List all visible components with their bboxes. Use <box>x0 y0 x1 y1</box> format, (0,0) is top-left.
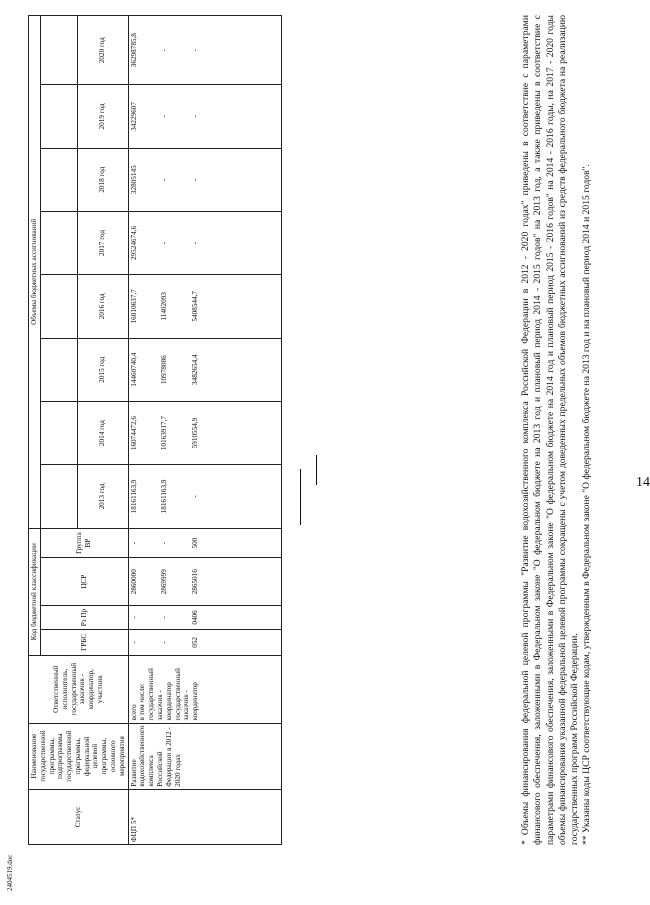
header-spacer <box>40 465 77 528</box>
cell-rzpr <box>128 606 281 630</box>
value-line: - <box>160 541 169 545</box>
cell-status: ФЦП 5* <box>128 789 281 844</box>
value-line: - <box>129 541 138 545</box>
value-line: 32805145 <box>129 165 138 195</box>
header-status: Статус <box>29 789 129 844</box>
footnote: * Объемы финансирования федеральной целевой программы "Развитие водохозяйственного комплекса Российской Федерации в 2012 - 2020 годах" приведены в соответствие с параметрами финансового обеспечения, заложенными в Федеральном законе "О федеральном бюджете на 2013 год и плановый период 2014 - 2015 годов" на 2013 год, а также приведены в соответствие с параметрами финансового обеспечения, заложенными в Федеральном законе "О федеральном бюджете на 2014 год и плановый период 2015 - 2016 годов" на 2014 - 2016 годы, на 2017 - 2020 годы объемы финансирования указанной федеральной целевой программы сокращены с учетом доведенных предельных объемов бюджетных ассигнований из средств федерального бюджета на реализацию государственных программ Российской Федерации. <box>520 15 581 845</box>
value-line: 18161163,9 <box>129 479 138 514</box>
header-year: 2017 год <box>77 211 128 274</box>
cell-year-2017 <box>128 211 281 274</box>
header-spacer <box>40 211 77 274</box>
document-id: 2404519.doc <box>6 854 14 891</box>
header-spacer <box>40 148 77 211</box>
footnote: ** Указаны коды ЦСР соответствующие кодам, утвержденным в Федеральном законе "О федеральном бюджете на 2013 год и на плановый период 2014 и 2015 годов". <box>581 164 593 845</box>
executor-line: государственный заказчик - координатор <box>173 668 200 721</box>
cell-year-2013 <box>128 465 281 528</box>
header-year: 2013 год <box>77 465 128 528</box>
value-line: - <box>191 241 200 245</box>
value-line: 18161163,9 <box>160 479 169 514</box>
cell-program-name: Развитие водохозяйственного комплекса Российской Федерации в 2012 - 2020 годах <box>128 723 281 789</box>
header-spacer <box>40 16 77 85</box>
separator-line <box>316 455 317 485</box>
value-line: 5910554,9 <box>191 417 200 449</box>
header-executor: Ответственный исполнитель, государственный заказчик - координатор, участник <box>29 655 129 723</box>
budget-table <box>28 15 282 845</box>
value-line: 10978086 <box>160 355 169 385</box>
value-line: - <box>160 616 169 619</box>
table-row <box>128 16 281 845</box>
value-line: 500 <box>191 537 200 549</box>
value-line: 2860000 <box>129 569 138 595</box>
value-line: 14460740,4 <box>129 352 138 387</box>
value-line: - <box>191 48 200 52</box>
header-grbs: ГРБС <box>40 629 128 655</box>
header-rzpr: Рз Пр <box>40 606 128 630</box>
footnotes <box>520 15 594 845</box>
header-year: 2014 год <box>77 401 128 464</box>
value-line: 16810637,7 <box>129 289 138 324</box>
value-line: 11402093 <box>160 292 169 321</box>
header-year: 2020 год <box>77 16 128 85</box>
cell-year-2019 <box>128 85 281 148</box>
header-csr: ЦСР <box>40 558 128 606</box>
cell-csr <box>128 558 281 606</box>
cell-vr <box>128 528 281 558</box>
header-budget-code: Код бюджетной классификации <box>29 528 41 655</box>
header-year: 2018 год <box>77 148 128 211</box>
cell-year-2018 <box>128 148 281 211</box>
value-line: 29524674,6 <box>129 225 138 261</box>
executor-line: всего <box>129 704 138 721</box>
cell-year-2016 <box>128 275 281 338</box>
value-line: - <box>160 178 169 181</box>
value-line: 0406 <box>191 610 200 625</box>
page-number: 14 <box>636 475 650 490</box>
header-spacer <box>40 401 77 464</box>
value-line: - <box>191 115 200 118</box>
value-line: - <box>191 495 200 498</box>
value-line: 052 <box>191 636 200 648</box>
executor-line: в том числе: государственный заказчик - координатор <box>138 668 173 721</box>
value-line: 5408544,7 <box>191 291 200 322</box>
header-spacer <box>40 275 77 338</box>
cell-year-2014 <box>128 401 281 464</box>
value-line: - <box>129 641 138 644</box>
header-year: 2016 год <box>77 275 128 338</box>
value-line: - <box>160 241 169 245</box>
header-spacer <box>40 85 77 148</box>
header-volumes: Объемы бюджетных ассигнований <box>29 16 41 529</box>
header-year: 2015 год <box>77 338 128 401</box>
cell-year-2015 <box>128 338 281 401</box>
value-line: - <box>160 115 169 118</box>
value-line: - <box>160 48 169 52</box>
header-spacer <box>40 338 77 401</box>
value-line: 2869999 <box>160 569 169 595</box>
header-year: 2019 год <box>77 85 128 148</box>
cell-executor <box>128 655 281 723</box>
header-row-1 <box>29 16 41 845</box>
cell-grbs <box>128 629 281 655</box>
value-line: - <box>129 616 138 619</box>
value-line: 16074472,6 <box>129 415 138 451</box>
header-vr: Группа ВР <box>40 528 128 558</box>
value-line: - <box>191 178 200 181</box>
value-line: 34229607 <box>129 102 138 131</box>
cell-year-2020 <box>128 16 281 85</box>
value-line: 36298785,8 <box>129 33 138 68</box>
header-name: Наименование государственной программы, подпрограммы государственной программы, федеральной целевой программы, основного мероприятия <box>29 723 129 789</box>
separator-line <box>300 469 301 525</box>
value-line: 2865016 <box>191 569 200 595</box>
value-line: 3482654,4 <box>191 354 200 385</box>
value-line: 10163917,7 <box>160 415 169 451</box>
value-line: - <box>160 641 169 644</box>
